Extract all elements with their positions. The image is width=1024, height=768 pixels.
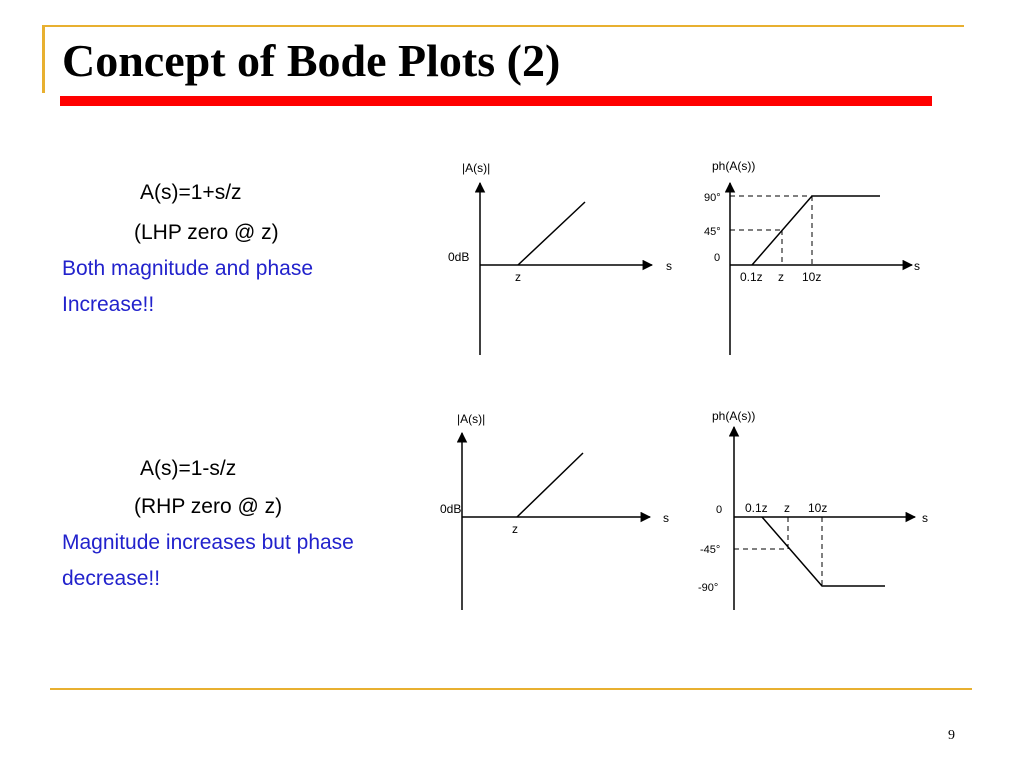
y-tick-0db: 0dB [448,250,470,264]
magnitude-asymptote [518,202,585,265]
case-1-note-line2: Increase!! [62,293,155,316]
case-1-phase-plot [690,155,930,360]
y-tick-0: 0 [716,504,723,516]
x-tick-z: z [515,270,521,284]
case-1-note-line1: Both magnitude and phase [62,257,314,280]
phase-asymptote [752,196,880,265]
frame-accent-vertical [42,25,45,93]
case-2-formula: A(s)=1-s/z [140,457,237,480]
x-axis-label: s [666,259,672,273]
y-tick-0db: 0dB [440,502,462,516]
slide-title: Concept of Bode Plots (2) [62,35,561,86]
page-number: 9 [948,728,955,743]
case-1-magnitude-plot [440,155,670,360]
case-2-note-line2: decrease!! [62,567,161,590]
x-tick-z: z [778,270,784,284]
x-tick-z: z [512,522,518,536]
phase-asymptote [762,517,885,586]
case-2-magnitude-plot [435,405,675,615]
x-tick-z: z [784,501,790,515]
footer-rule [50,688,972,690]
case-2-phase-plot [690,405,940,615]
x-tick-0.1z: 0.1z [745,501,768,515]
case-1-formula: A(s)=1+s/z [140,181,242,204]
case-2-note-line1: Magnitude increases but phase [62,531,354,554]
case-2-zero-label: (RHP zero @ z) [134,495,283,518]
y-axis-label: ph(A(s)) [712,159,756,173]
y-tick-minus-45: -45° [700,544,721,556]
case-1-zero-label: (LHP zero @ z) [134,221,279,244]
frame-accent-top [42,25,964,27]
x-axis-label: s [663,511,669,525]
y-axis-label: |A(s)| [457,412,486,426]
y-axis-label: ph(A(s)) [712,409,756,423]
y-tick-45: 45° [704,226,721,238]
x-tick-10z: 10z [802,270,822,284]
magnitude-asymptote [517,453,583,517]
y-tick-90: 90° [704,192,721,204]
x-axis-label: s [922,511,928,525]
title-underline-bar [60,96,932,106]
x-tick-10z: 10z [808,501,828,515]
y-axis-label: |A(s)| [462,161,491,175]
x-axis-label: s [914,259,920,273]
x-tick-0.1z: 0.1z [740,270,763,284]
y-tick-0: 0 [714,252,721,264]
y-tick-minus-90: -90° [698,582,719,594]
